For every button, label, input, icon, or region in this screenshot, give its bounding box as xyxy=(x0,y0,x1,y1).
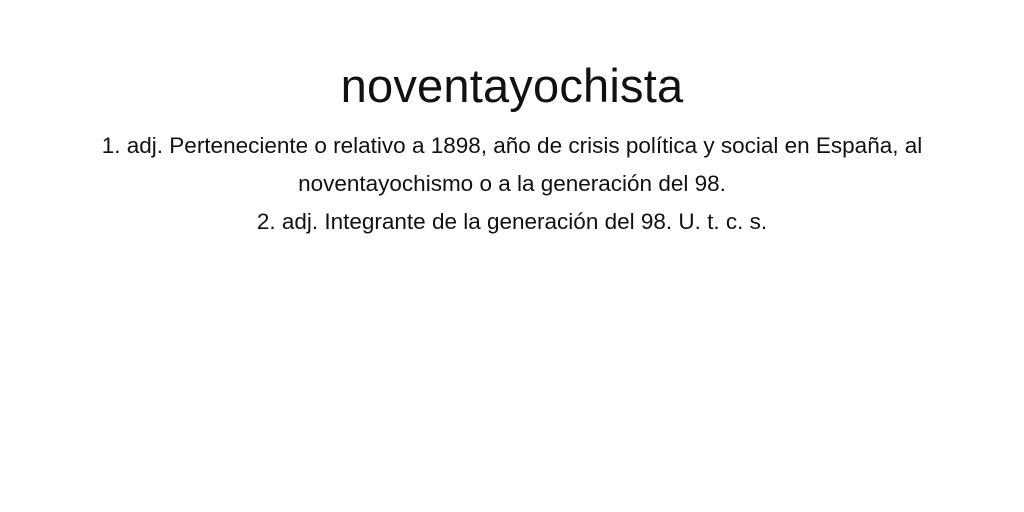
definition-list xyxy=(100,127,924,241)
definition-2: 2. adj. Integrante de la generación del 98. U. t. c. s. xyxy=(256,209,768,234)
headword: noventayochista xyxy=(340,59,684,112)
definition-1: 1. adj. Perteneciente o relativo a 1898, año de crisis política y social en España, al noventayochismo o a la generación del 98. xyxy=(101,133,923,196)
